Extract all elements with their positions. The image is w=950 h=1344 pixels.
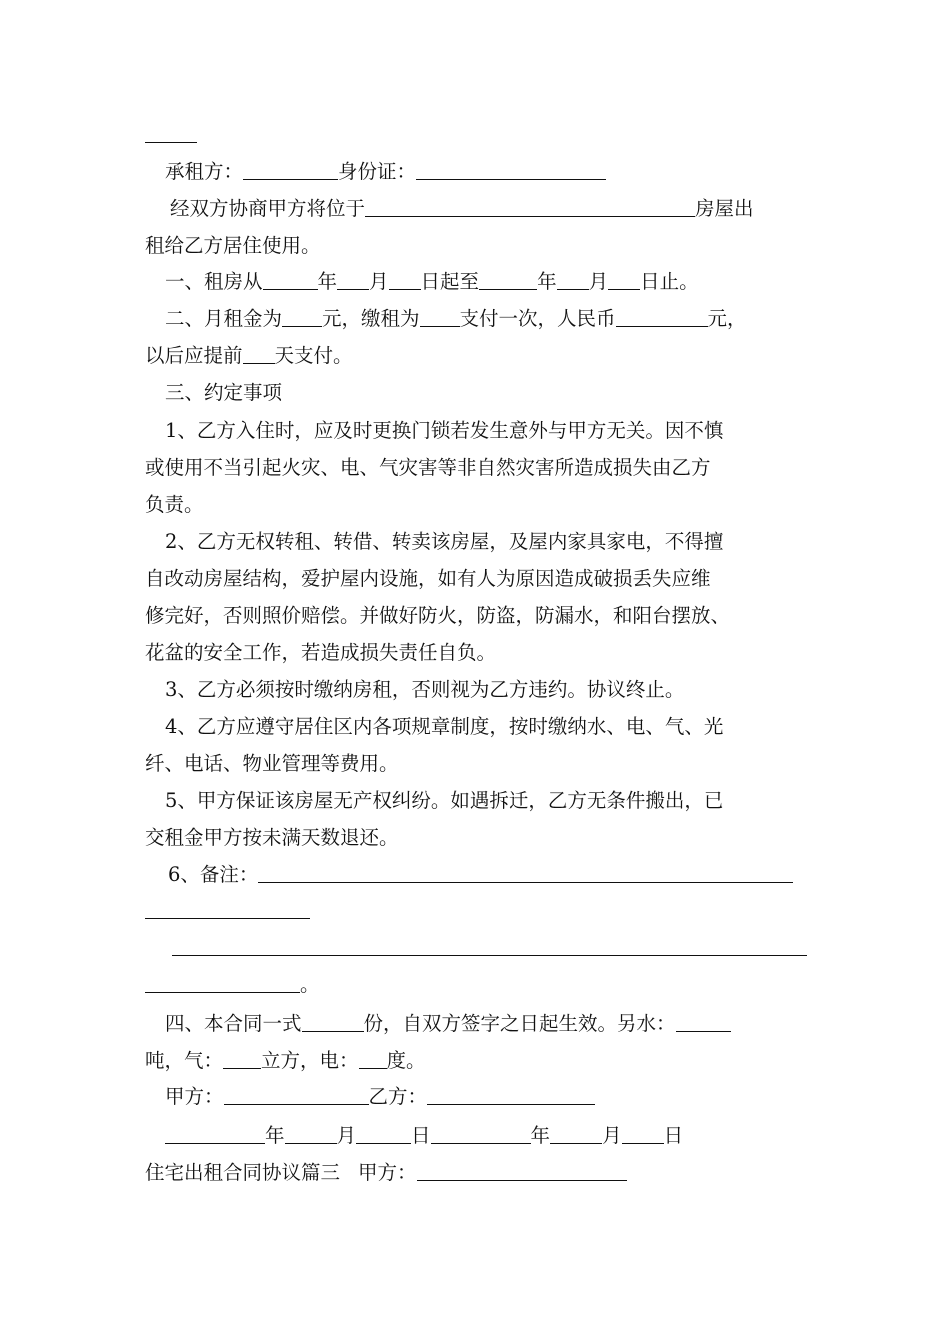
blank-field [172,935,807,956]
blank-field [420,306,460,327]
next-section-title: 住宅出租合同协议篇三 [145,1161,341,1184]
item-1: 1、乙方入住时，应及时更换门锁若发生意外与甲方无关。因不慎 [165,419,724,442]
party-b-label: 乙方： [368,1085,428,1108]
blank-field [285,1123,337,1144]
blank-field [282,306,322,327]
date-unit: 日 [663,1124,684,1147]
tenant-line [165,159,845,185]
remark-blank [258,862,793,883]
item-4: 纤、电话、物业管理等费用。 [145,752,399,775]
party-b-blank [427,1084,595,1105]
address-blank [365,196,695,217]
clause-text: 一、租房从 [165,270,263,293]
clause-text: 年 [537,270,557,293]
clause-1 [165,269,845,295]
blank-field [145,972,300,993]
clause-text: 天支付。 [274,344,353,367]
tenant-blank [243,159,338,180]
blank-field [417,1160,627,1181]
blank-field [479,269,537,290]
item-3: 3、乙方必须按时缴纳房租，否则视为乙方违约。协议终止。 [165,678,685,701]
clause-4-cont [145,1048,825,1074]
party-a-label: 甲方： [165,1085,224,1108]
item-1: 或使用不当引起火灾、电、气灾害等非自然灾害所造成损失由乙方 [145,456,711,479]
clause-4 [165,1011,845,1037]
clause-text: 支付一次，人民币 [459,307,616,330]
date-unit: 日 [411,1124,431,1147]
blank-field [622,1123,664,1144]
intro-text: 经双方协商甲方将位于 [170,197,366,220]
clause-text: 日止。 [640,270,699,293]
blank-field [223,1048,261,1069]
clause-text: 月 [588,270,609,293]
clause-text: 二、月租金为 [165,307,283,330]
item-2: 自改动房屋结构，爱护屋内设施，如有人为原因造成破损丢失应维 [145,567,711,590]
clause-text: 年 [317,270,338,293]
date-unit: 年 [265,1124,285,1147]
item-5: 5、甲方保证该房屋无产权纠纷。如遇拆迁，乙方无条件搬出，已 [165,789,724,812]
date-unit: 年 [530,1124,551,1147]
clause-text: 吨，气： [145,1049,224,1072]
blank-field [145,898,310,919]
id-label: 身份证： [338,160,417,183]
next-section-heading [145,1160,825,1186]
tenant-label: 承租方： [165,160,244,183]
blank-field [557,269,589,290]
item-6 [168,862,848,888]
clause-text: 度。 [386,1049,426,1072]
blank-field [356,1123,411,1144]
date-unit: 月 [602,1124,622,1147]
blank-field [359,1048,387,1069]
clause-text: 份，自双方签字之日起生效。另水： [363,1012,676,1035]
intro-line [170,196,850,222]
blank-field [145,122,197,143]
item-5: 交租金甲方按未满天数退还。 [145,826,399,849]
blank-field [616,306,708,327]
date-line [165,1123,845,1149]
item-2: 花盆的安全工作，若造成损失责任自负。 [145,641,497,664]
clause-2-cont [145,343,825,369]
blank-field [676,1011,731,1032]
clause-text: 日起至 [420,270,480,293]
remark-blank-line [172,935,852,961]
top-blank-line [145,122,825,148]
date-unit: 月 [336,1124,357,1147]
blank-field [302,1011,364,1032]
period: 。 [300,973,320,996]
clause-text: 立方，电： [261,1049,359,1072]
clause-2 [165,306,845,332]
next-party-a-label: 甲方： [358,1161,417,1184]
item-4: 4、乙方应遵守居住区内各项规章制度，按时缴纳水、电、气、光 [165,715,724,738]
blank-field [389,269,421,290]
blank-field [165,1123,265,1144]
blank-field [337,269,369,290]
intro-text: 房屋出 [695,197,754,220]
clause-3-title: 三、约定事项 [165,381,283,404]
blank-field [243,343,275,364]
blank-field [431,1123,531,1144]
remark-blank-line [145,898,825,924]
remark-blank-line [145,972,825,998]
item-2: 2、乙方无权转租、转借、转卖该房屋，及屋内家具家电，不得擅 [165,530,724,553]
blank-field [550,1123,602,1144]
item-2: 修完好，否则照价赔偿。并做好防火，防盗，防漏水，和阳台摆放、 [145,604,731,627]
intro-line-2: 租给乙方居住使用。 [145,234,321,257]
clause-text: 月 [369,270,389,293]
item-1: 负责。 [145,493,204,516]
clause-text: 以后应提前 [145,344,243,367]
id-blank [416,159,606,180]
clause-text: 元， [707,307,747,330]
clause-text: 元，缴租为 [322,307,420,330]
clause-text: 四、本合同一式 [165,1012,302,1035]
blank-field [263,269,318,290]
signature-line [165,1084,845,1110]
party-a-blank [224,1084,369,1105]
blank-field [608,269,640,290]
remark-label: 6、备注： [168,863,259,886]
